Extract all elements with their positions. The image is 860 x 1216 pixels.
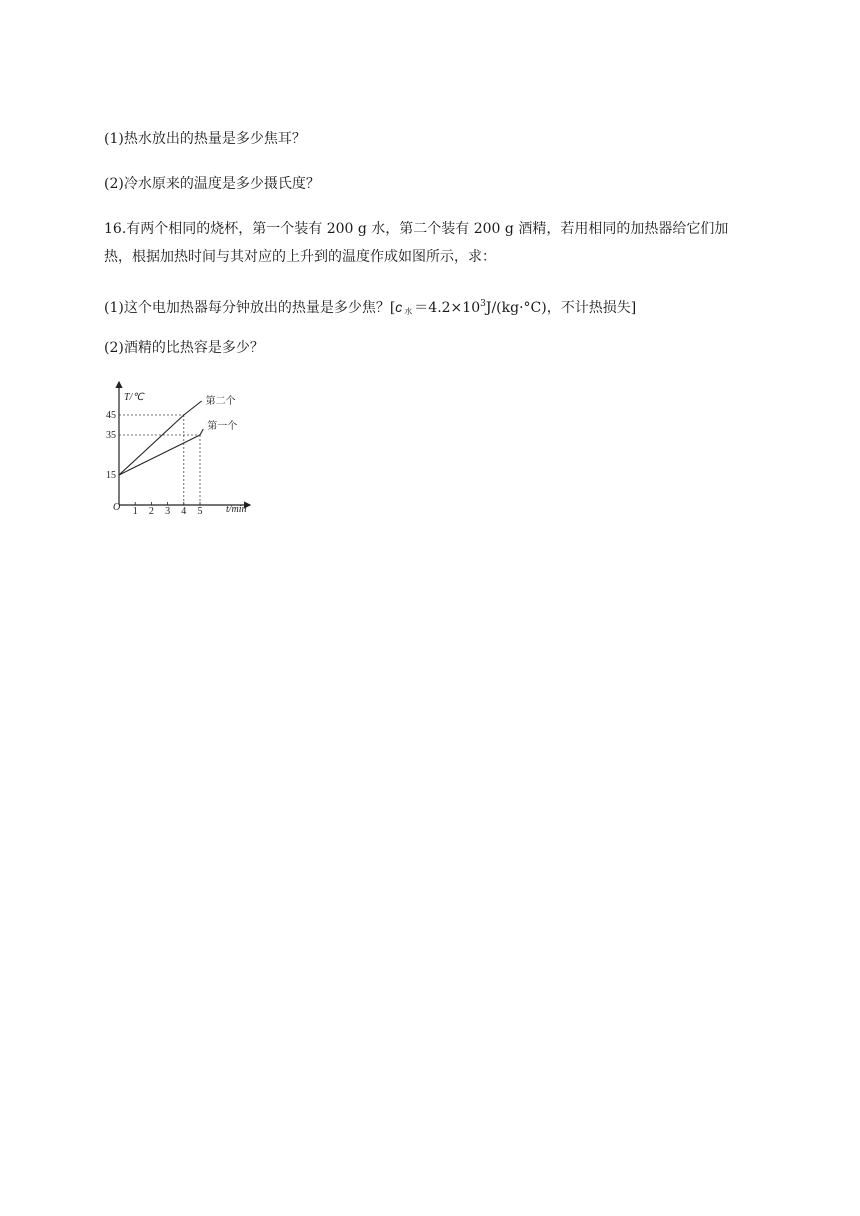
y-axis-label: T/℃	[124, 392, 144, 403]
q16-subquestion-1	[104, 294, 636, 322]
y-tick-label-0: 15	[106, 470, 116, 481]
x-tick-label-3: 4	[181, 506, 187, 517]
q16-subquestion-2: (2)酒精的比热容是多少？	[104, 340, 264, 356]
q16-stem-line-2: 热，根据加热时间与其对应的上升到的温度作成如图所示，求：	[104, 249, 496, 265]
x-axis-label: t/min	[226, 504, 247, 515]
x-tick-label-2: 3	[165, 506, 171, 517]
specific-heat-subscript: 水	[404, 307, 413, 316]
series-label-0: 第二个	[205, 396, 236, 407]
q15-subquestion-2: (2)冷水原来的温度是多少摄氏度？	[104, 176, 320, 192]
x-tick-label-0: 1	[132, 506, 138, 517]
series-label-1: 第一个	[207, 421, 238, 432]
y-tick-label-2: 45	[106, 410, 116, 421]
temperature-time-graph	[100, 376, 270, 518]
specific-heat-symbol: c	[395, 299, 403, 315]
specific-heat-equation: ＝4.2×10	[414, 300, 481, 316]
x-tick-label-1: 2	[148, 506, 154, 517]
q16-stem-line-1: 16.有两个相同的烧杯，第一个装有 200 g 水，第二个装有 200 g 酒精，若用相同的加热器给它们加	[104, 221, 729, 237]
q16-sub1-prefix: (1)这个电加热器每分钟放出的热量是多少焦？[	[104, 300, 396, 316]
origin-label: O	[113, 502, 121, 513]
series-lines	[119, 394, 237, 475]
y-tick-label-1: 35	[106, 430, 116, 441]
series-line-0	[119, 401, 202, 475]
specific-heat-exponent: 3	[480, 299, 486, 309]
q16-sub1-suffix: J/(kg·°C)，不计热损失]	[485, 300, 637, 316]
dashed-guides	[119, 415, 200, 505]
q15-subquestion-1: (1)热水放出的热量是多少焦耳？	[104, 131, 306, 147]
x-tick-label-4: 5	[197, 506, 203, 517]
tick-labels	[106, 410, 203, 517]
